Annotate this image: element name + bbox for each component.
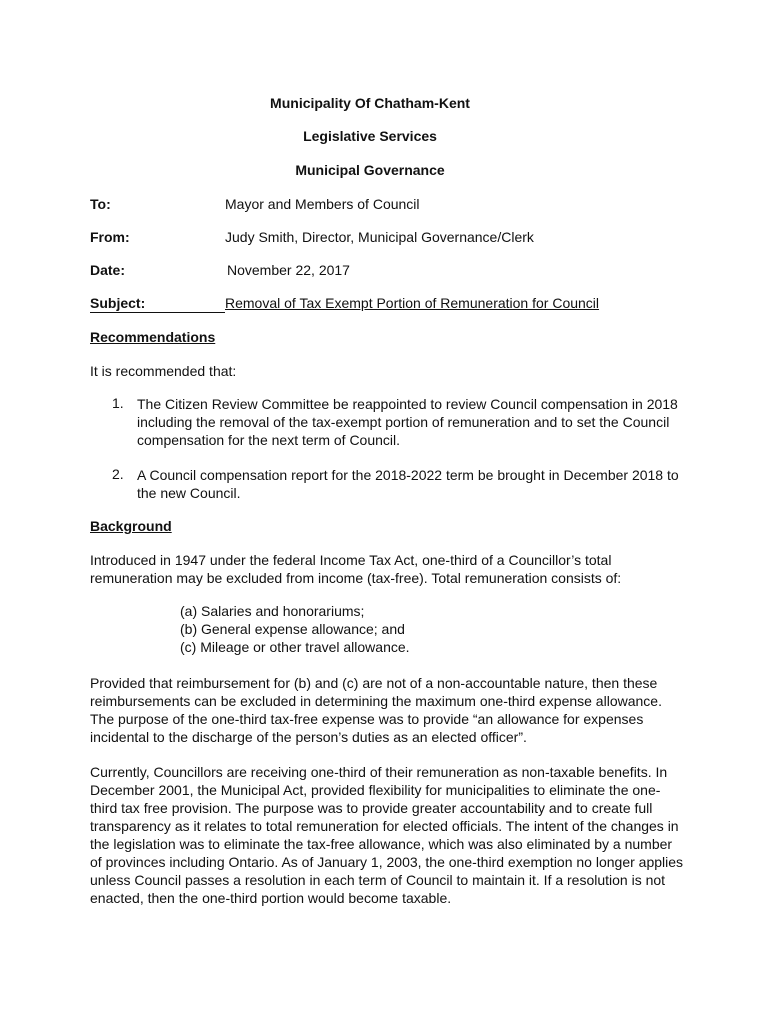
subject-label-text: Subject: — [90, 295, 146, 311]
background-heading: Background — [90, 518, 172, 534]
date-value: November 22, 2017 — [227, 262, 350, 278]
recommendation-text: The Citizen Review Committee be reappointed to review Council compensation in 2018 including the removal of the tax-exempt portion of remuneration and to set the Council compensation for the next term of Council. — [137, 396, 678, 448]
background-paragraph-2: Provided that reimbursement for (b) and (c) are not of a non-accountable nature, then these reimbursements can be excluded in determining the maximum one-third expense allowance. The purpose of the one-third tax-free expense was to provide “an allowance for expenses incidental to the discharge of the person’s duties as an elected officer”. — [90, 675, 662, 745]
background-paragraph-3: Currently, Councillors are receiving one-third of their remuneration as non-taxable benefits. In December 2001, the Municipal Act, provided flexibility for municipalities to eliminate the one-third tax free provision. The purpose was to provide greater accountability and to create full transparency as it relates to total remuneration for elected officials. The intent of the changes in the legislation was to eliminate the tax-free allowance, which was also eliminated by a number of provinces including Ontario. As of January 1, 2003, the one-third exemption no longer applies unless Council passes a resolution in each term of Council to maintain it. If a resolution is not enacted, then the one-third portion would become taxable. — [90, 764, 684, 906]
background-intro: Introduced in 1947 under the federal Income Tax Act, one-third of a Councillor’s total remuneration may be excluded from income (tax-free). Total remuneration consists of: — [90, 552, 622, 586]
recommendations-heading: Recommendations — [90, 329, 216, 345]
recommendation-number: 1. — [112, 395, 124, 411]
subject-label — [90, 295, 225, 313]
to-value: Mayor and Members of Council — [225, 196, 420, 212]
organization-title: Municipality Of Chatham-Kent — [270, 95, 470, 111]
date-label: Date: — [90, 262, 126, 278]
from-label: From: — [90, 229, 130, 245]
subject-value: Removal of Tax Exempt Portion of Remuneration for Council — [225, 295, 600, 311]
from-value: Judy Smith, Director, Municipal Governance/Clerk — [225, 229, 534, 245]
recommendation-number: 2. — [112, 466, 124, 482]
to-label: To: — [90, 196, 111, 212]
recommendation-text: A Council compensation report for the 2018-2022 term be brought in December 2018 to the new Council. — [137, 467, 679, 501]
remuneration-item: (b) General expense allowance; and — [180, 621, 405, 637]
remuneration-item: (a) Salaries and honorariums; — [180, 603, 365, 619]
recommendations-intro: It is recommended that: — [90, 363, 237, 379]
remuneration-item: (c) Mileage or other travel allowance. — [180, 639, 410, 655]
department-title: Legislative Services — [303, 128, 437, 144]
division-title: Municipal Governance — [295, 162, 445, 178]
